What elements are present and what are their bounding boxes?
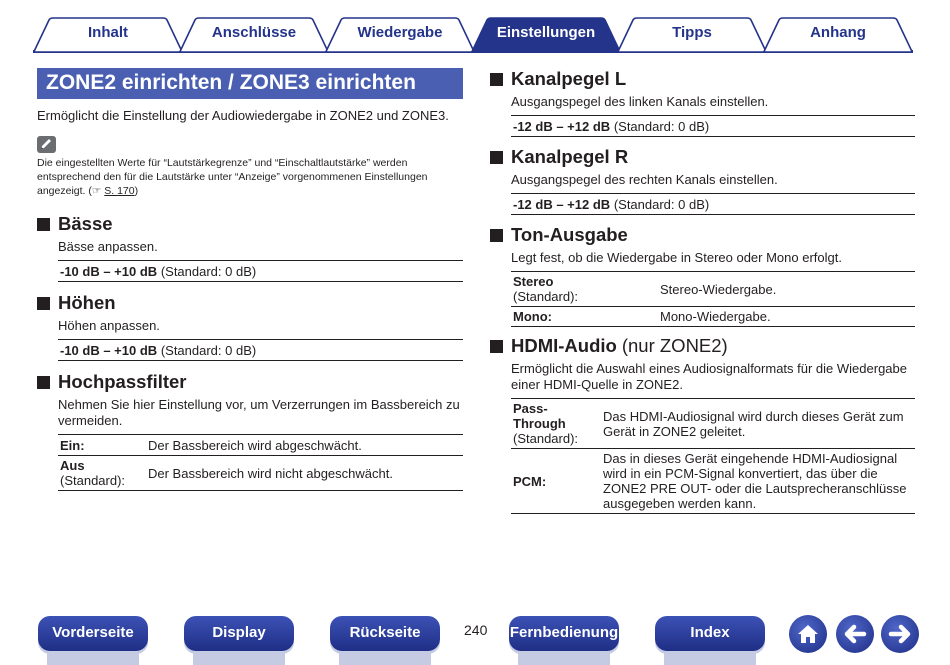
section-bass bbox=[37, 213, 463, 282]
tab-5[interactable] bbox=[617, 17, 767, 52]
section-level-l bbox=[490, 68, 915, 137]
section-desc: Ausgangspegel des linken Kanals einstellen. bbox=[511, 94, 769, 109]
back-arrow-icon[interactable] bbox=[836, 615, 874, 653]
range-row: -10 dB – +10 dB (Standard: 0 dB) bbox=[58, 339, 463, 361]
button-shadow bbox=[47, 650, 139, 665]
section-title: Hochpassfilter bbox=[58, 371, 187, 392]
options-table bbox=[58, 434, 463, 491]
tab-label: Anschlüsse bbox=[211, 24, 297, 41]
button-shadow bbox=[664, 650, 756, 665]
table-row: Mono: Mono-Wiedergabe. bbox=[511, 307, 915, 327]
top-tab-bar bbox=[33, 17, 913, 53]
remote-control-button[interactable]: Fernbedienung bbox=[509, 616, 619, 651]
button-shadow bbox=[339, 650, 431, 665]
section-marker-icon bbox=[37, 218, 50, 231]
section-marker-icon bbox=[490, 151, 503, 164]
forward-arrow-icon[interactable] bbox=[881, 615, 919, 653]
section-marker-icon bbox=[490, 73, 503, 86]
section-title: Bässe bbox=[58, 213, 113, 234]
tab-label: Tipps bbox=[672, 24, 712, 41]
section-tone-output bbox=[490, 224, 915, 327]
section-marker-icon bbox=[490, 340, 503, 353]
tab-label: Anhang bbox=[810, 24, 866, 41]
table-row: Stereo (Standard): Stereo-Wiedergabe. bbox=[511, 272, 915, 307]
note-text: Die eingestellten Werte für “Lautstärkegrenze” und “Einschaltlautstärke” werden entsprechend den für die Lautstärke unter “Anzeige” vorgenommenen Einstellungen angezeigt. (☞ S. 170) bbox=[37, 157, 428, 197]
home-icon[interactable] bbox=[789, 615, 827, 653]
section-title-suffix: (nur ZONE2) bbox=[621, 335, 728, 356]
rear-panel-button[interactable]: Rückseite bbox=[330, 616, 440, 651]
section-marker-icon bbox=[490, 229, 503, 242]
section-level-r bbox=[490, 146, 915, 215]
section-desc: Legt fest, ob die Wiedergabe in Stereo oder Mono erfolgt. bbox=[511, 250, 842, 265]
options-table bbox=[511, 271, 915, 327]
front-panel-button[interactable]: Vorderseite bbox=[38, 616, 148, 651]
options-table bbox=[511, 398, 915, 514]
section-desc: Ausgangspegel des rechten Kanals einstellen. bbox=[511, 172, 778, 187]
left-column bbox=[37, 68, 463, 491]
table-row: PCM: Das in dieses Gerät eingehende HDMI-Audiosignal wird in ein PCM-Signal konvertiert, das über die ZONE2 PRE OUT- oder die Lautsprecheranschlüsse ausgegeben werden kann. bbox=[511, 449, 915, 514]
tab-label: Einstellungen bbox=[496, 24, 596, 41]
section-hdmi-audio bbox=[490, 335, 915, 514]
tab-label: Inhalt bbox=[88, 24, 128, 41]
section-highpass bbox=[37, 371, 463, 491]
range-row: -12 dB – +12 dB (Standard: 0 dB) bbox=[511, 115, 915, 137]
tab-6[interactable] bbox=[763, 17, 913, 52]
reference-icon: ☞ bbox=[91, 185, 102, 197]
section-marker-icon bbox=[37, 297, 50, 310]
button-shadow bbox=[518, 650, 610, 665]
section-title: Kanalpegel R bbox=[511, 146, 629, 167]
tab-1[interactable] bbox=[33, 17, 183, 52]
tab-2[interactable] bbox=[179, 17, 329, 52]
table-row: Aus (Standard): Der Bassbereich wird nicht abgeschwächt. bbox=[58, 456, 463, 491]
right-column bbox=[490, 68, 915, 514]
section-desc: Ermöglicht die Auswahl eines Audiosignalformats für die Wiedergabe einer HDMI-Quelle in ZONE2. bbox=[511, 361, 907, 392]
tab-4[interactable] bbox=[471, 17, 621, 52]
tab-3[interactable] bbox=[325, 17, 475, 52]
section-title: Kanalpegel L bbox=[511, 68, 627, 89]
page-reference-link[interactable]: S. 170 bbox=[104, 185, 135, 197]
page-title: ZONE2 einrichten / ZONE3 einrichten bbox=[37, 68, 463, 99]
intro-text: Ermöglicht die Einstellung der Audiowiedergabe in ZONE2 und ZONE3. bbox=[37, 108, 449, 123]
button-shadow bbox=[193, 650, 285, 665]
display-button[interactable]: Display bbox=[184, 616, 294, 651]
section-desc: Höhen anpassen. bbox=[58, 318, 160, 333]
section-title: HDMI-Audio bbox=[511, 335, 617, 356]
table-row: Pass-Through (Standard): Das HDMI-Audiosignal wird durch dieses Gerät zum Gerät in ZONE2 geleitet. bbox=[511, 399, 915, 449]
section-desc: Nehmen Sie hier Einstellung vor, um Verzerrungen im Bassbereich zu vermeiden. bbox=[58, 397, 460, 428]
section-marker-icon bbox=[37, 376, 50, 389]
section-desc: Bässe anpassen. bbox=[58, 239, 158, 254]
section-title: Ton-Ausgabe bbox=[511, 224, 628, 245]
section-title: Höhen bbox=[58, 292, 116, 313]
index-button[interactable]: Index bbox=[655, 616, 765, 651]
tab-label: Wiedergabe bbox=[357, 24, 443, 41]
page-number: 240 bbox=[464, 622, 488, 638]
section-treble bbox=[37, 292, 463, 361]
table-row: Ein: Der Bassbereich wird abgeschwächt. bbox=[58, 435, 463, 456]
pencil-icon bbox=[37, 136, 56, 153]
range-row: -12 dB – +12 dB (Standard: 0 dB) bbox=[511, 193, 915, 215]
range-row: -10 dB – +10 dB (Standard: 0 dB) bbox=[58, 260, 463, 282]
